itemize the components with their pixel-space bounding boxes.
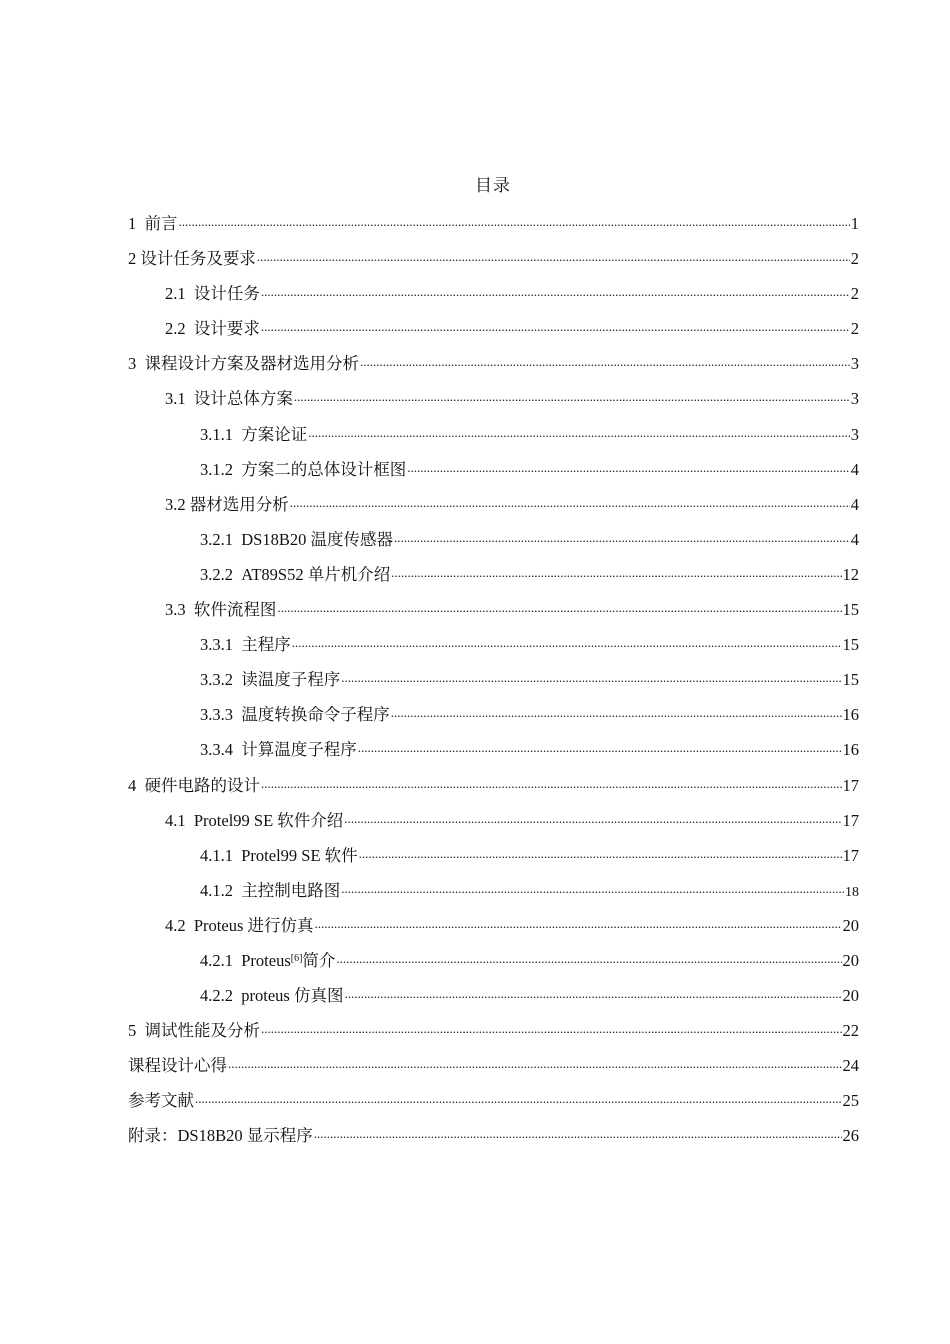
toc-entry-number: 3.2 [165, 494, 186, 514]
toc-entry-number: 4.2.1 [200, 950, 233, 970]
toc-entry-number: 3.3 [165, 600, 186, 620]
dot-leader [391, 704, 842, 721]
dot-leader [344, 809, 841, 826]
toc-entry-label [128, 350, 359, 374]
toc-entry[interactable] [128, 526, 859, 561]
toc-page-number: 2 [850, 284, 859, 304]
toc-entry-label [165, 596, 276, 620]
toc-entry-number: 4.2 [165, 915, 186, 935]
toc-page-number: 24 [842, 1056, 859, 1076]
toc-entry-text: 设计任务及要求 [140, 249, 256, 269]
toc-entry-text: Proteus [241, 950, 291, 970]
toc-entry-number: 3.2.1 [200, 529, 233, 549]
toc-entry-label [128, 1087, 194, 1111]
toc-entry-number: 3 [128, 354, 137, 374]
toc-entry[interactable] [128, 947, 859, 982]
toc-entry-label [165, 807, 343, 831]
toc-entry-label [128, 1017, 260, 1041]
toc-entry-label [128, 210, 178, 234]
toc-page-number: 20 [842, 986, 859, 1006]
toc-entry-label [200, 842, 358, 866]
toc-entry[interactable] [128, 842, 859, 877]
toc-entry[interactable] [128, 666, 859, 701]
dot-leader [341, 879, 844, 896]
toc-entry-text: 软件流程图 [193, 600, 277, 620]
toc-page-number: 2 [850, 249, 859, 269]
toc-entry-label [128, 1122, 313, 1146]
toc-entry-text: proteus 仿真图 [241, 986, 344, 1006]
toc-entry-number: 3.1.2 [200, 459, 233, 479]
toc-entry-number: 3.3.3 [200, 705, 233, 725]
toc-entry-text: 方案二的总体设计框图 [241, 459, 407, 479]
toc-entry[interactable] [128, 701, 859, 736]
toc-entry-number: 3.3.4 [200, 740, 233, 760]
toc-entry-text: 主控制电路图 [241, 880, 341, 900]
dot-leader [308, 423, 850, 440]
toc-entry-text: AT89S52 单片机介绍 [241, 564, 391, 584]
toc-entry-label [128, 772, 260, 796]
toc-entry-text: 调试性能及分析 [144, 1021, 260, 1041]
toc-page-number: 3 [850, 354, 859, 374]
dot-leader [261, 1020, 842, 1037]
toc-entry-label [200, 947, 335, 971]
toc-entry-text: Protel99 SE 软件介绍 [193, 810, 344, 830]
toc-entry-text: 设计任务 [193, 284, 260, 304]
toc-entry-label [200, 982, 343, 1006]
toc-entry[interactable] [128, 385, 859, 420]
toc-entry-number: 4.1.1 [200, 845, 233, 865]
toc-entry[interactable] [128, 245, 859, 280]
toc-entry[interactable] [128, 1087, 859, 1122]
toc-page-number: 16 [842, 705, 859, 725]
table-of-contents [128, 210, 859, 1158]
dot-leader [359, 844, 842, 861]
toc-entry-number: 2.2 [165, 319, 186, 339]
toc-entry-text-suffix: 简介 [302, 950, 336, 970]
toc-entry-label [128, 1052, 227, 1076]
toc-entry-text: 课程设计方案及器材选用分析 [144, 354, 359, 374]
toc-entry-text: DS18B20 温度传感器 [241, 529, 393, 549]
toc-entry-text: 参考文献 [128, 1091, 194, 1111]
toc-entry-label [165, 385, 293, 409]
toc-entry-number: 3.3.2 [200, 670, 233, 690]
toc-entry-label [165, 912, 314, 936]
dot-leader [257, 248, 850, 265]
toc-page-number: 20 [842, 915, 859, 935]
toc-entry-text: Protel99 SE 软件 [241, 845, 358, 865]
toc-entry[interactable] [128, 982, 859, 1017]
toc-entry-text: 课程设计心得 [128, 1056, 227, 1076]
toc-entry-number: 3.2.2 [200, 564, 233, 584]
toc-entry-number: 2 [128, 249, 137, 269]
dot-leader [360, 353, 850, 370]
toc-page-number: 15 [842, 600, 859, 620]
toc-entry-text: 读温度子程序 [241, 670, 341, 690]
toc-page-number: 17 [842, 775, 859, 795]
toc-entry[interactable] [128, 1052, 859, 1087]
toc-entry[interactable] [128, 421, 859, 456]
toc-entry-number: 1 [128, 214, 137, 233]
toc-page-number: 20 [842, 950, 859, 970]
dot-leader [344, 985, 841, 1002]
toc-entry-label [200, 701, 390, 725]
toc-entry[interactable] [128, 596, 859, 631]
toc-entry[interactable] [128, 561, 859, 596]
toc-entry-number: 4 [128, 775, 137, 795]
toc-entry-label [200, 456, 406, 480]
toc-page-number: 3 [850, 389, 859, 409]
toc-entry-text: 计算温度子程序 [241, 740, 357, 760]
toc-page-number: 25 [842, 1091, 859, 1111]
toc-entry[interactable] [128, 491, 859, 526]
toc-entry[interactable] [128, 912, 859, 947]
toc-entry[interactable] [128, 1122, 859, 1157]
dot-leader [315, 914, 842, 931]
toc-entry[interactable] [128, 315, 859, 350]
toc-entry-number: 3.3.1 [200, 635, 233, 655]
toc-page-number: 15 [842, 670, 859, 690]
toc-entry[interactable] [128, 877, 859, 912]
toc-entry[interactable] [128, 736, 859, 771]
toc-entry-text: 硬件电路的设计 [144, 775, 260, 795]
dot-leader [341, 669, 841, 686]
dot-leader [261, 774, 842, 791]
toc-entry-text: 附录：DS18B20 显示程序 [128, 1126, 313, 1146]
dot-leader [358, 739, 842, 756]
toc-page-number: 16 [842, 740, 859, 760]
dot-leader [290, 493, 850, 510]
toc-page-number: 12 [842, 564, 859, 584]
toc-page-number: 17 [842, 845, 859, 865]
toc-entry-label [200, 877, 340, 901]
toc-page-number: 2 [850, 319, 859, 339]
toc-title: 目录 [475, 176, 511, 195]
dot-leader [195, 1090, 842, 1107]
toc-entry-text: 主程序 [241, 635, 291, 655]
toc-entry-label [165, 315, 260, 339]
dot-leader [407, 458, 850, 475]
toc-entry[interactable] [128, 280, 859, 315]
toc-page-number: 17 [842, 810, 859, 830]
toc-entry-number: 5 [128, 1021, 137, 1041]
toc-entry-label [200, 561, 390, 585]
toc-entry[interactable] [128, 807, 859, 842]
toc-entry[interactable] [128, 772, 859, 807]
toc-entry-text: 方案论证 [241, 424, 308, 444]
toc-entry-label [165, 491, 289, 515]
toc-page-number: 1 [850, 214, 859, 233]
toc-entry-label [165, 280, 260, 304]
dot-leader [336, 949, 841, 966]
toc-entry-label [200, 526, 393, 550]
toc-page-number: 26 [842, 1126, 859, 1146]
toc-entry[interactable] [128, 1017, 859, 1052]
toc-entry-label [128, 245, 256, 269]
toc-page-number: 4 [850, 459, 859, 479]
toc-entry-text: 器材选用分析 [189, 494, 289, 514]
toc-page-number: 3 [850, 424, 859, 444]
toc-entry-text: Proteus 进行仿真 [193, 915, 314, 935]
toc-entry-number: 4.1 [165, 810, 186, 830]
toc-entry[interactable] [128, 456, 859, 491]
toc-entry-number: 4.1.2 [200, 880, 233, 900]
dot-leader [314, 1125, 842, 1142]
toc-entry-label [200, 736, 357, 760]
toc-entry-text: 前言 [144, 214, 178, 233]
toc-page-number: 15 [842, 635, 859, 655]
toc-page-number: 18 [845, 884, 859, 900]
toc-entry-number: 2.1 [165, 284, 186, 304]
dot-leader [261, 283, 850, 300]
toc-entry-number: 4.2.2 [200, 986, 233, 1006]
toc-entry-number: 3.1.1 [200, 424, 233, 444]
toc-entry-label [200, 666, 340, 690]
dot-leader [391, 563, 841, 580]
toc-page-number: 22 [842, 1021, 859, 1041]
toc-entry-text: 温度转换命令子程序 [241, 705, 390, 725]
toc-entry-number: 3.1 [165, 389, 186, 409]
dot-leader [394, 528, 850, 545]
toc-entry-label [200, 421, 307, 445]
citation-superscript: [6] [290, 952, 303, 964]
toc-page-number: 4 [850, 494, 859, 514]
dot-leader [292, 634, 842, 651]
dot-leader [294, 388, 850, 405]
toc-page-number: 4 [850, 529, 859, 549]
dot-leader [179, 213, 850, 230]
toc-entry-label [200, 631, 291, 655]
toc-entry[interactable] [128, 210, 859, 245]
dot-leader [228, 1055, 842, 1072]
dot-leader [277, 599, 841, 616]
dot-leader [261, 318, 850, 335]
toc-entry[interactable] [128, 631, 859, 666]
toc-entry-text: 设计总体方案 [193, 389, 293, 409]
toc-entry-text: 设计要求 [193, 319, 260, 339]
toc-entry[interactable] [128, 350, 859, 385]
